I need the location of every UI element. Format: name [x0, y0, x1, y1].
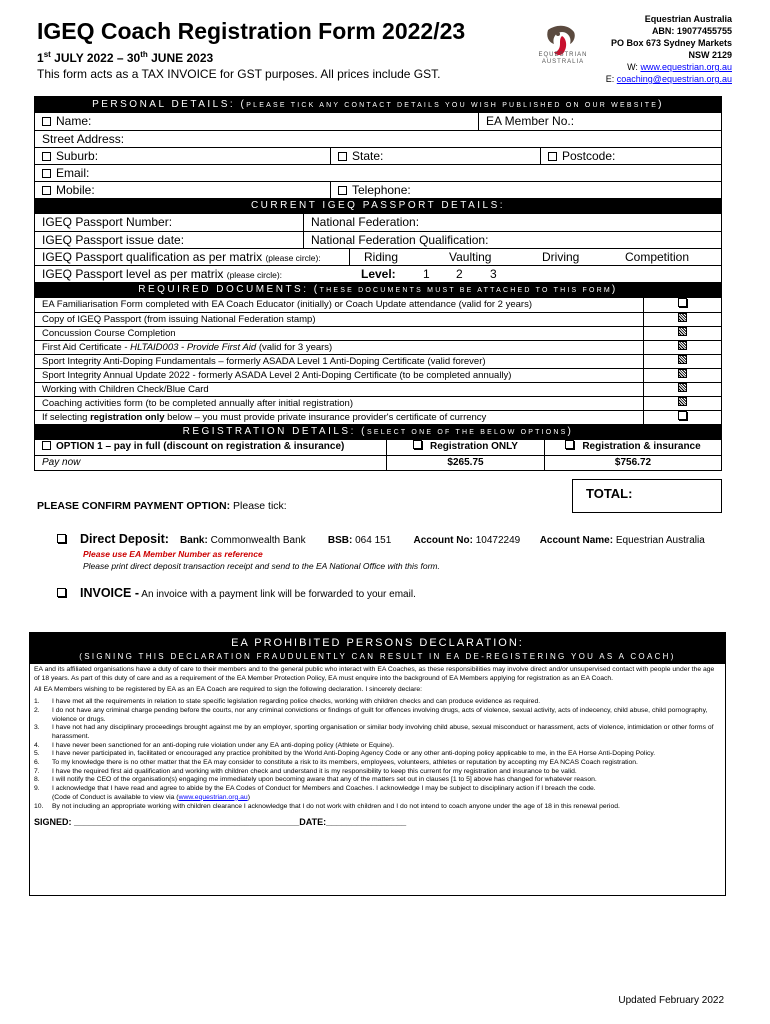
website-link[interactable]: www.equestrian.org.au [640, 62, 732, 72]
option-1-checkbox[interactable] [42, 441, 51, 450]
declaration-item-text: I have the required first aid qualification and working with children check and understand it is my responsibility to keep this current for my registration and insurance to be valid. [52, 767, 577, 775]
document-row: Sport Integrity Annual Update 2022 - formerly ASADA Level 2 Anti-Doping Certificate (to be completed annually) [35, 368, 721, 382]
passport-qualification-label: IGEQ Passport qualification as per matrix (please circle): [42, 250, 321, 264]
document-checkbox[interactable] [678, 411, 687, 420]
logo-text: EQUESTRIAN AUSTRALIA [538, 52, 588, 65]
direct-deposit-checkbox[interactable] [57, 534, 66, 543]
page-title: IGEQ Coach Registration Form 2022/23 [37, 18, 466, 44]
document-row: If selecting registration only below – you must provide private insurance provider's certificate of currency [35, 410, 721, 424]
discipline-riding[interactable]: Riding [364, 250, 399, 264]
declaration-item-text: I do not have any criminal charge pending before the courts, nor any criminal convictions or findings of guilt for offences involving drugs, acts of violence, sexual activity, acts of indecency, child abuse, child pornography, violence or drugs. [52, 706, 708, 723]
document-checkbox[interactable] [678, 383, 687, 392]
declaration-item-text: By not including an appropriate working with children clearance I acknowledge that I do not work with children and I do not intend to coach anyone under the age of 18 in this renewal period. [52, 802, 620, 810]
reg-insurance-option[interactable]: Registration & insurance [544, 440, 721, 455]
document-checkbox[interactable] [678, 341, 687, 350]
declaration-item-text: I will notify the CEO of the organisation(s) engaging me immediately upon becoming aware that any of the matters set out in clauses [1 to 5] above has changed for whatever reason. [52, 776, 597, 784]
declaration-item [34, 785, 721, 802]
declaration-item [34, 742, 721, 751]
declaration-subheader: (SIGNING THIS DECLARATION FRAUDULENTLY CAN RESULT IN EA DE-REGISTERING YOU AS A COACH) [30, 651, 725, 664]
member-no-field[interactable]: EA Member No.: [478, 113, 721, 130]
state-checkbox[interactable] [338, 152, 347, 161]
level-2[interactable]: 2 [456, 267, 463, 281]
signature-line[interactable]: SIGNED: _____________________________________________DATE:________________ [34, 817, 407, 828]
personal-details-header: PERSONAL DETAILS: (PLEASE TICK ANY CONTACT DETAILS YOU WISH PUBLISHED ON OUR WEBSITE) [35, 97, 721, 113]
receipt-note: Please print direct deposit transaction receipt and send to the EA National Office with this form. [83, 561, 440, 571]
document-row: First Aid Certificate - HLTAID003 - Provide First Aid (valid for 3 years) [35, 340, 721, 354]
telephone-field[interactable]: Telephone: [330, 182, 721, 198]
declaration-item-number: 9. [34, 785, 40, 793]
document-checkbox[interactable] [678, 397, 687, 406]
invoice-option: INVOICE - An invoice with a payment link will be forwarded to your email. [57, 586, 416, 600]
passport-number-field[interactable]: IGEQ Passport Number: [42, 215, 173, 229]
discipline-competition[interactable]: Competition [625, 250, 690, 264]
declaration-intro: EA and its affiliated organisations have a duty of care to their members and to the general public who interact with EA Coaches, as these responsibilities may involve direct and/or unsupervised contact with people under the age of 18 years. As part of this duty of care and as a requirement of the EA Member Protection Policy, EA must enquire into the background of EA Members applying for registration as an EA Coach. [34, 666, 715, 682]
declaration-item-text: I have met all the requirements in relation to state specific legislation regarding police checks, working with children checks and can produce evidence as required. [52, 698, 541, 706]
nf-qualification-field[interactable]: National Federation Qualification: [303, 232, 721, 248]
suburb-checkbox[interactable] [42, 152, 51, 161]
declaration-item-text: I have never participated in, facilitated or encouraged any practice prohibited by the World Anti-Doping Agency Code or any other anti-doping policy applicable to me, in the EA Horse Anti-Doping Policy. [52, 750, 656, 758]
declaration-item [34, 776, 721, 785]
price-reg-only: $265.75 [386, 456, 544, 470]
invoice-checkbox[interactable] [57, 588, 66, 597]
mobile-field[interactable]: Mobile: [35, 182, 330, 198]
declaration-item-number: 6. [34, 759, 40, 767]
declaration-item [34, 803, 721, 812]
footer-updated: Updated February 2022 [618, 995, 724, 1006]
document-row: Coaching activities form (to be completed annually after initial registration) [35, 396, 721, 410]
discipline-vaulting[interactable]: Vaulting [449, 250, 492, 264]
declaration-item-text: I have never been sanctioned for an anti-doping rule violation under any EA anti-doping policy (Athlete or Equine). [52, 741, 394, 749]
postcode-field[interactable]: Postcode: [540, 148, 721, 164]
pay-now-label: Pay now [42, 457, 81, 468]
discipline-driving[interactable]: Driving [542, 250, 580, 264]
passport-issue-date-field[interactable]: IGEQ Passport issue date: [42, 233, 185, 247]
document-checkbox[interactable] [678, 327, 687, 336]
price-reg-insurance: $756.72 [544, 456, 721, 470]
declaration-item-number: 5. [34, 750, 40, 758]
declaration-item-text: I acknowledge that I have read and agree to abide by the EA Codes of Conduct for Members and Coaches. I acknowledge I may be subject to disciplinary action if I breach the code. (Code of Conduct is available to view via (www.equestrian.org.au) [52, 785, 596, 801]
document-checkbox[interactable] [678, 355, 687, 364]
declaration-list [34, 698, 721, 811]
level-1[interactable]: 1 [423, 267, 430, 281]
declaration-item-text: To my knowledge there is no other matter that the EA may consider to constitute a risk to its members, employees, volunteers, athletes or reputation by accepting my EA NCAS Coach registration. [52, 759, 638, 767]
declaration-item [34, 768, 721, 777]
document-checkbox[interactable] [678, 369, 687, 378]
total-box[interactable]: TOTAL: [572, 479, 722, 513]
reg-insurance-checkbox[interactable] [565, 440, 574, 449]
declaration-item [34, 759, 721, 768]
declaration-item-number: 3. [34, 724, 40, 732]
season-dates: 1st JULY 2022 – 30th JUNE 2023 [37, 50, 214, 65]
document-row: Working with Children Check/Blue Card [35, 382, 721, 396]
reference-note: Please use EA Member Number as reference [83, 549, 263, 559]
declaration-item-number: 8. [34, 776, 40, 784]
postcode-checkbox[interactable] [548, 152, 557, 161]
mobile-checkbox[interactable] [42, 186, 51, 195]
document-row: Concussion Course Completion [35, 326, 721, 340]
passport-level-label: IGEQ Passport level as per matrix (please circle): [42, 267, 283, 281]
national-federation-field[interactable]: National Federation: [303, 214, 721, 231]
document-checkbox[interactable] [678, 313, 687, 322]
state-field[interactable]: State: [330, 148, 540, 164]
document-row: EA Familiarisation Form completed with EA Coach Educator (initially) or Coach Update attendance (valid for 2 years) [35, 298, 721, 312]
name-checkbox[interactable] [42, 117, 51, 126]
email-checkbox[interactable] [42, 169, 51, 178]
registration-header: REGISTRATION DETAILS: (SELECT ONE OF THE BELOW OPTIONS) [35, 424, 721, 440]
discipline-options [349, 249, 721, 265]
declaration-item [34, 698, 721, 707]
email-link[interactable]: coaching@equestrian.org.au [616, 74, 732, 84]
document-row: Copy of IGEQ Passport (from issuing National Federation stamp) [35, 312, 721, 326]
org-contact: Equestrian Australia ABN: 19077455755 PO Box 673 Sydney Markets NSW 2129 W: www.equestrian.org.au E: coaching@equestrian.org.au [605, 14, 732, 84]
declaration-item-number: 10. [34, 802, 44, 810]
declaration-item [34, 724, 721, 741]
direct-deposit-option: Direct Deposit: Bank: Commonwealth Bank BSB: 064 151 Account No: 10472249 Account Name: Equestrian Australia Please use EA Member Number as reference Please print direct deposit transaction receipt and send to the EA National Office with this form. [57, 532, 705, 571]
declaration-item-text: I have not had any disciplinary proceedings brought against me by an employer, sporting organisation or similar body involving child abuse, sexual misconduct or harassment, acts of violence, intimidation or other forms of harassment. [52, 724, 714, 740]
passport-header: CURRENT IGEQ PASSPORT DETAILS: [35, 198, 721, 214]
level-label: Level: [361, 267, 396, 281]
telephone-checkbox[interactable] [338, 186, 347, 195]
level-options [349, 266, 721, 282]
option-1: OPTION 1 – pay in full (discount on registration & insurance) [35, 440, 386, 455]
declaration-header: EA PROHIBITED PERSONS DECLARATION: [30, 633, 725, 651]
name-field[interactable]: Name: [35, 113, 478, 130]
declaration-item-number: 7. [34, 767, 40, 775]
email-field[interactable]: Email: [35, 165, 721, 181]
reg-only-option[interactable]: Registration ONLY [386, 440, 544, 455]
declaration-item [34, 750, 721, 759]
code-of-conduct-link[interactable]: www.equestrian.org.au [178, 793, 248, 801]
documents-header: REQUIRED DOCUMENTS: (THESE DOCUMENTS MUST BE ATTACHED TO THIS FORM) [35, 282, 721, 298]
document-checkbox[interactable] [678, 298, 687, 307]
declaration-item-number: 2. [34, 706, 40, 714]
street-address-field[interactable]: Street Address: [42, 132, 125, 146]
reg-only-checkbox[interactable] [413, 440, 422, 449]
declaration-intro2: All EA Members wishing to be registered by EA as an EA Coach are required to sign the following declaration. I sincerely declare: [34, 686, 423, 694]
declaration-item-number: 4. [34, 741, 40, 749]
declaration-item [34, 707, 721, 724]
registration-form [34, 96, 722, 471]
document-row: Sport Integrity Anti-Doping Fundamentals – formerly ASADA Level 1 Anti-Doping Certificate (valid forever) [35, 354, 721, 368]
level-3[interactable]: 3 [490, 267, 497, 281]
declaration-box [29, 632, 726, 896]
suburb-field[interactable]: Suburb: [35, 148, 330, 164]
gst-note: This form acts as a TAX INVOICE for GST purposes. All prices include GST. [37, 67, 441, 81]
declaration-item-number: 1. [34, 698, 40, 706]
payment-confirm: PLEASE CONFIRM PAYMENT OPTION: Please tick: [37, 500, 287, 512]
